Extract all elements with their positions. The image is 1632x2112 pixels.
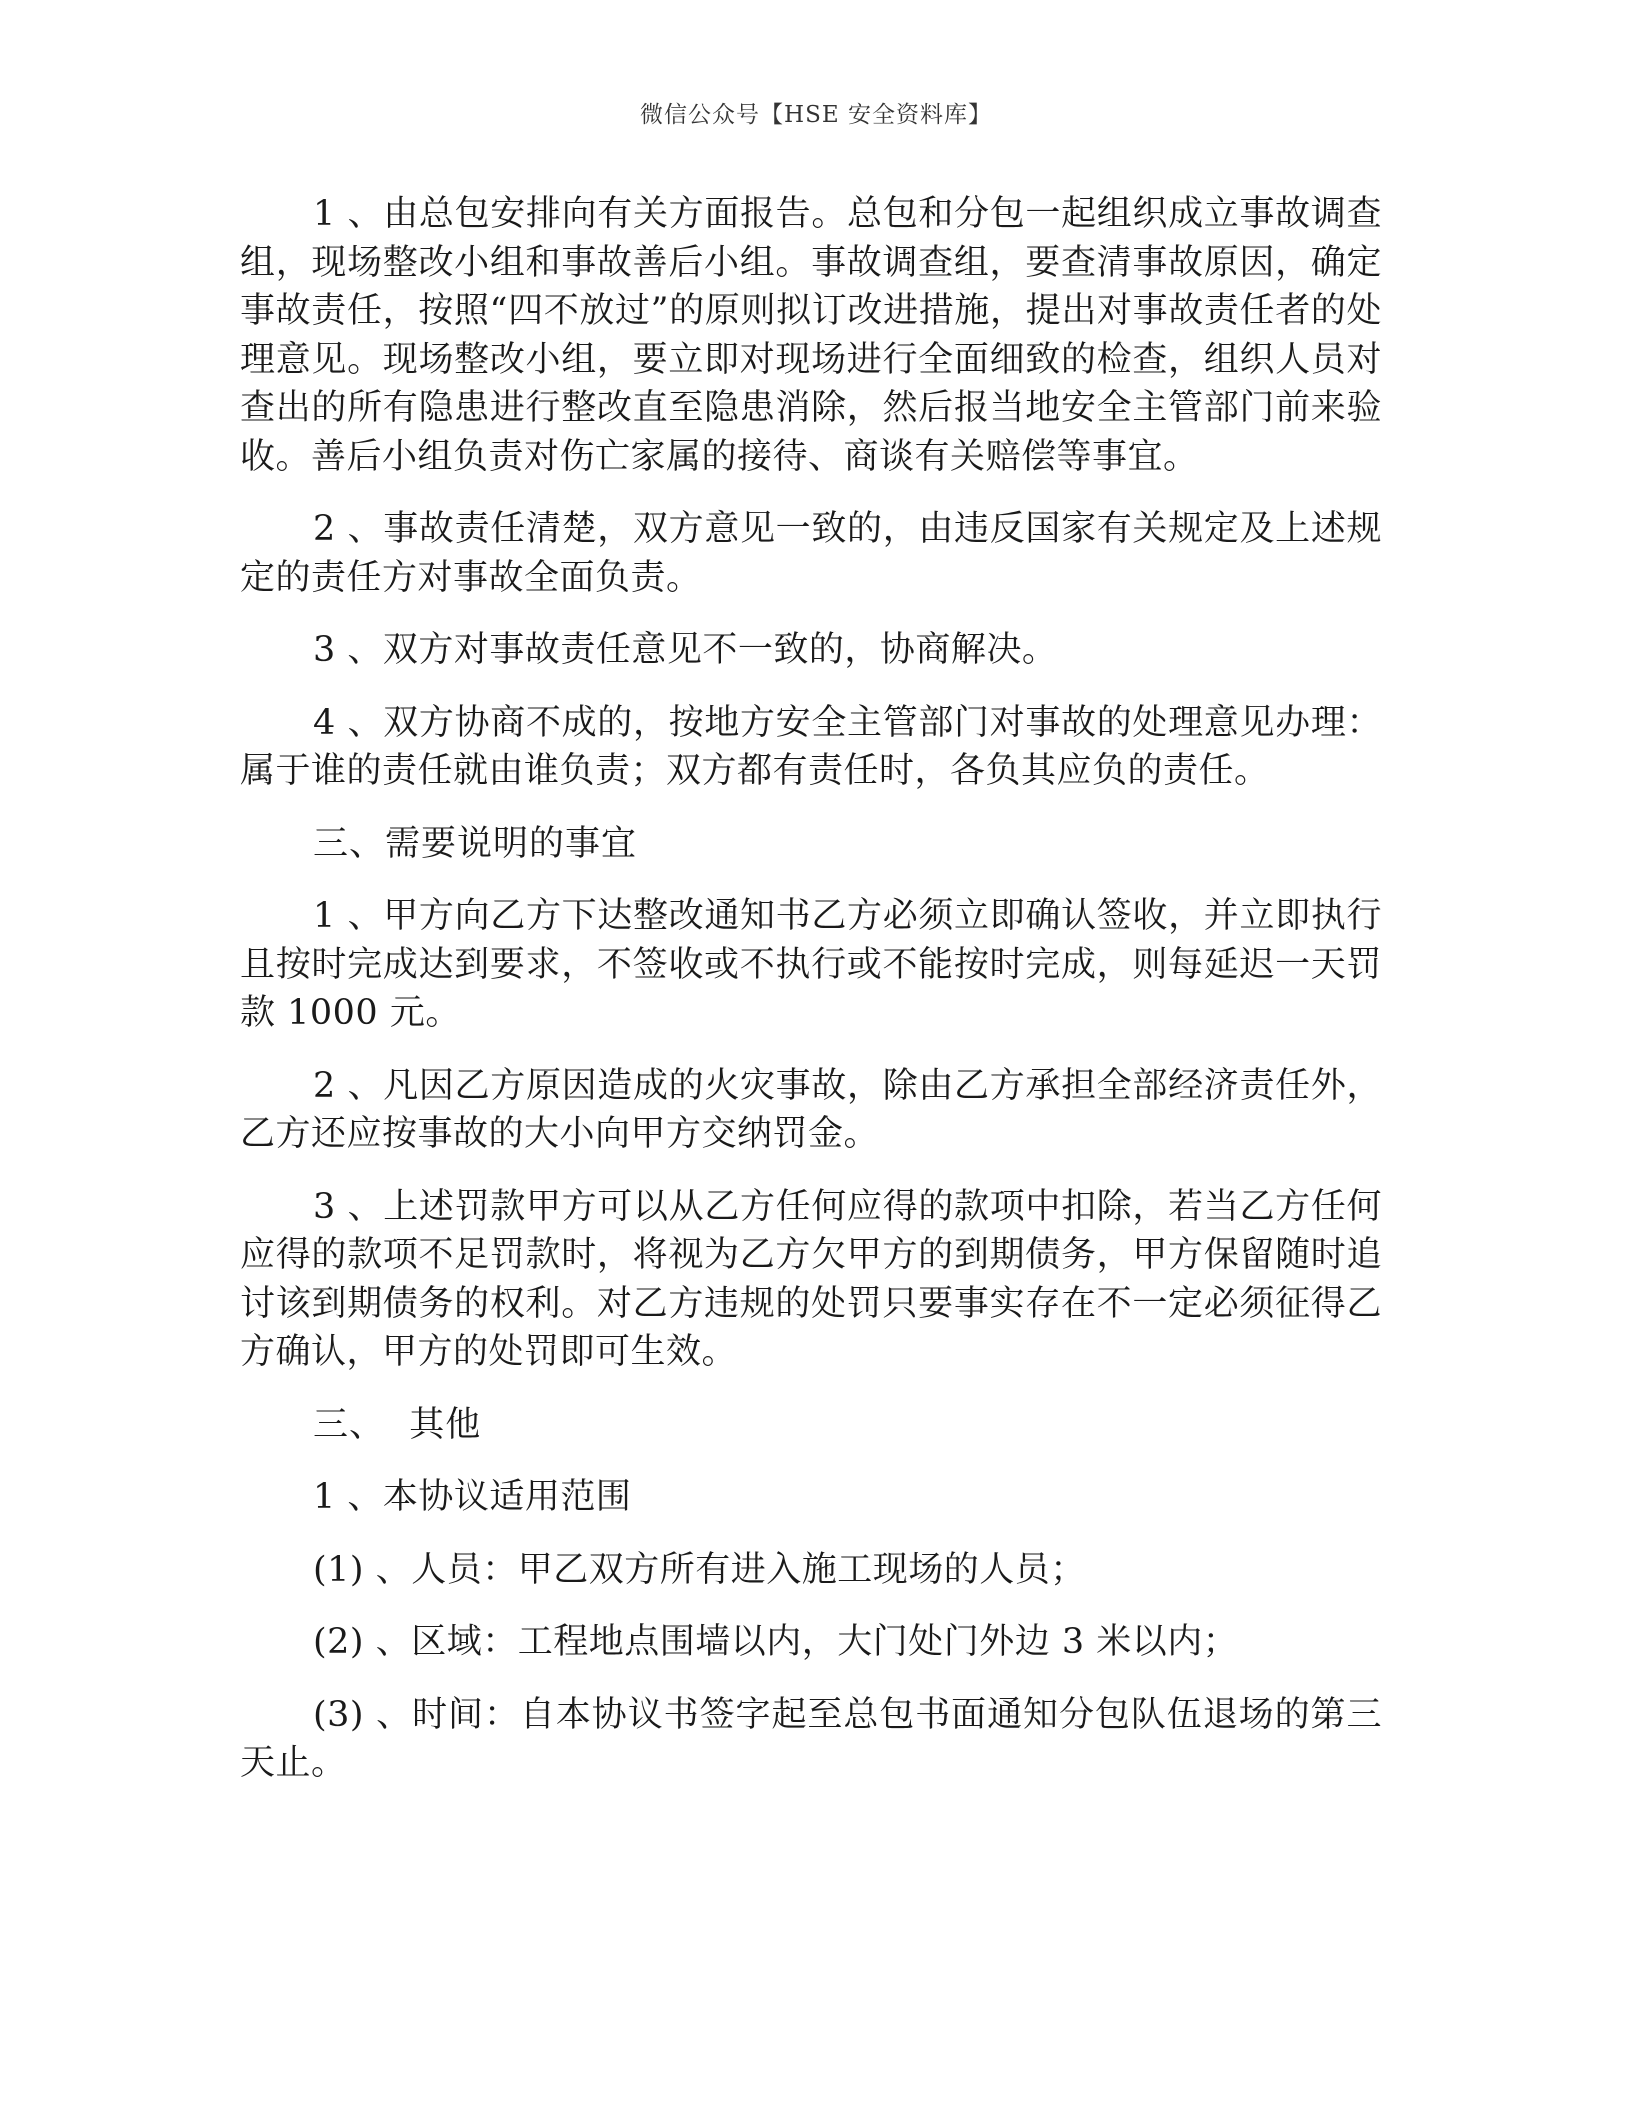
paragraph-negotiation-failed: 4 、双方协商不成的，按地方安全主管部门对事故的处理意见办理：属于谁的责任就由谁负责；双方都有责任时，各负其应负的责任。 — [240, 702, 1382, 791]
paragraph-rectification-notice: 1 、甲方向乙方下达整改通知书乙方必须立即确认签收，并立即执行且按时完成达到要求，不签收或不执行或不能按时完成，则每延迟一天罚款 1000 元。 — [240, 896, 1382, 1033]
document-body — [240, 190, 1382, 1812]
paragraph-accident-handling: 1 、由总包安排向有关方面报告。总包和分包一起组织成立事故调查组，现场整改小组和事故善后小组。事故调查组，要查清事故原因，确定事故责任，按照“四不放过”的原则拟订改进措施，提出对事故责任者的处理意见。现场整改小组，要立即对现场进行全面细致的检查，组织人员对查出的所有隐患进行整改直至隐患消除，然后报当地安全主管部门前来验收。善后小组负责对伤亡家属的接待、商谈有关赔偿等事宜。 — [240, 194, 1382, 477]
paragraph-fine-deduction: 3 、上述罚款甲方可以从乙方任何应得的款项中扣除，若当乙方任何应得的款项不足罚款时，将视为乙方欠甲方的到期债务，甲方保留随时追讨该到期债务的权利。对乙方违规的处罚只要事实存在不一定必须征得乙方确认，甲方的处罚即可生效。 — [240, 1186, 1382, 1372]
paragraph-scope-personnel: (1) 、人员：甲乙双方所有进入施工现场的人员； — [313, 1549, 1086, 1590]
paragraph-scope-area: (2) 、区域：工程地点围墙以内，大门处门外边 3 米以内； — [313, 1622, 1239, 1662]
section-heading-other: 三、 其他 — [313, 1404, 482, 1445]
paragraph-scope: 1 、本协议适用范围 — [313, 1477, 632, 1517]
paragraph-responsibility-clear: 2 、事故责任清楚，双方意见一致的，由违反国家有关规定及上述规定的责任方对事故全面负责。 — [240, 509, 1382, 598]
paragraph-scope-time: (3) 、时间：自本协议书签字起至总包书面通知分包队伍退场的第三天止。 — [240, 1694, 1382, 1783]
paragraph-responsibility-dispute: 3 、双方对事故责任意见不一致的，协商解决。 — [313, 630, 1058, 670]
paragraph-fire-accident: 2 、凡因乙方原因造成的火灾事故，除由乙方承担全部经济责任外，乙方还应按事故的大小向甲方交纳罚金。 — [240, 1065, 1382, 1154]
section-heading-notes: 三、需要说明的事宜 — [313, 823, 638, 864]
page-header: 微信公众号【HSE 安全资料库】 — [640, 102, 992, 128]
